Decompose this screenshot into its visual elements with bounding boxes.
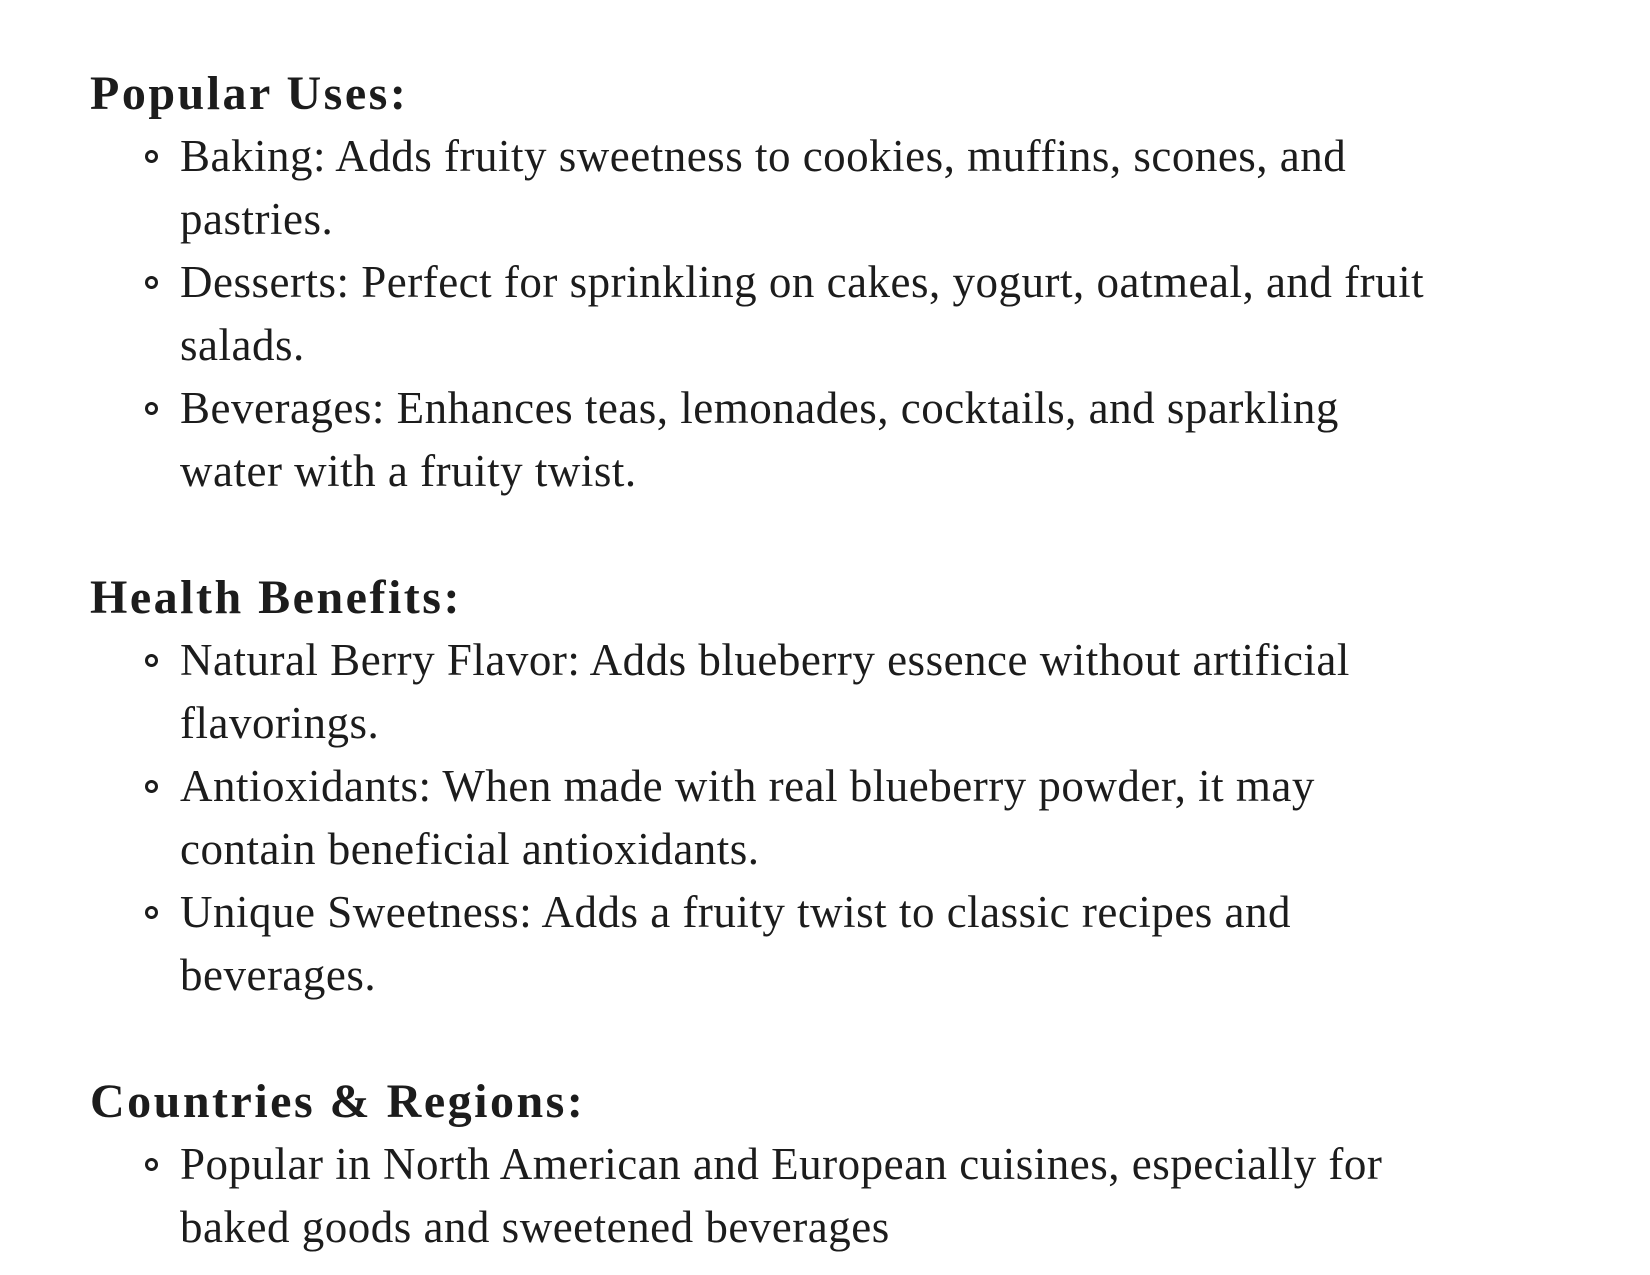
- list-item: [90, 881, 1435, 1007]
- list-item: [90, 1133, 1435, 1259]
- list-item: [90, 125, 1435, 251]
- bullet-circle-icon: [145, 276, 158, 289]
- section-heading: Countries & Regions:: [90, 1075, 586, 1128]
- bullet-circle-icon: [145, 654, 158, 667]
- section-popular-uses: [90, 62, 1610, 503]
- section-health-benefits: [90, 566, 1610, 1007]
- bullet-circle-icon: [145, 150, 158, 163]
- list-item-text: Baking: Adds fruity sweetness to cookies, muffins, scones, and pastries.: [180, 131, 1347, 244]
- section-countries-regions: [90, 1070, 1610, 1259]
- list-item: [90, 251, 1435, 377]
- list-item-text: Unique Sweetness: Adds a fruity twist to classic recipes and beverages.: [180, 887, 1292, 1000]
- list-item-text: Popular in North American and European cuisines, especially for baked goods and sweetened beverages: [180, 1139, 1383, 1252]
- list-item: [90, 629, 1435, 755]
- bullet-list: [90, 1133, 1610, 1259]
- list-item-text: Beverages: Enhances teas, lemonades, cocktails, and sparkling water with a fruity twist.: [180, 383, 1339, 496]
- section-heading: Health Benefits:: [90, 571, 462, 624]
- bullet-circle-icon: [145, 402, 158, 415]
- bullet-circle-icon: [145, 780, 158, 793]
- section-heading: Popular Uses:: [90, 67, 409, 120]
- list-item-text: Desserts: Perfect for sprinkling on cakes, yogurt, oatmeal, and fruit salads.: [180, 257, 1425, 370]
- list-item-text: Natural Berry Flavor: Adds blueberry essence without artificial flavorings.: [180, 635, 1350, 748]
- bullet-list: [90, 629, 1610, 1007]
- list-item: [90, 377, 1435, 503]
- bullet-circle-icon: [145, 1158, 158, 1171]
- list-item-text: Antioxidants: When made with real blueberry powder, it may contain beneficial antioxidants.: [180, 761, 1315, 874]
- list-item: [90, 755, 1435, 881]
- bullet-list: [90, 125, 1610, 503]
- bullet-circle-icon: [145, 906, 158, 919]
